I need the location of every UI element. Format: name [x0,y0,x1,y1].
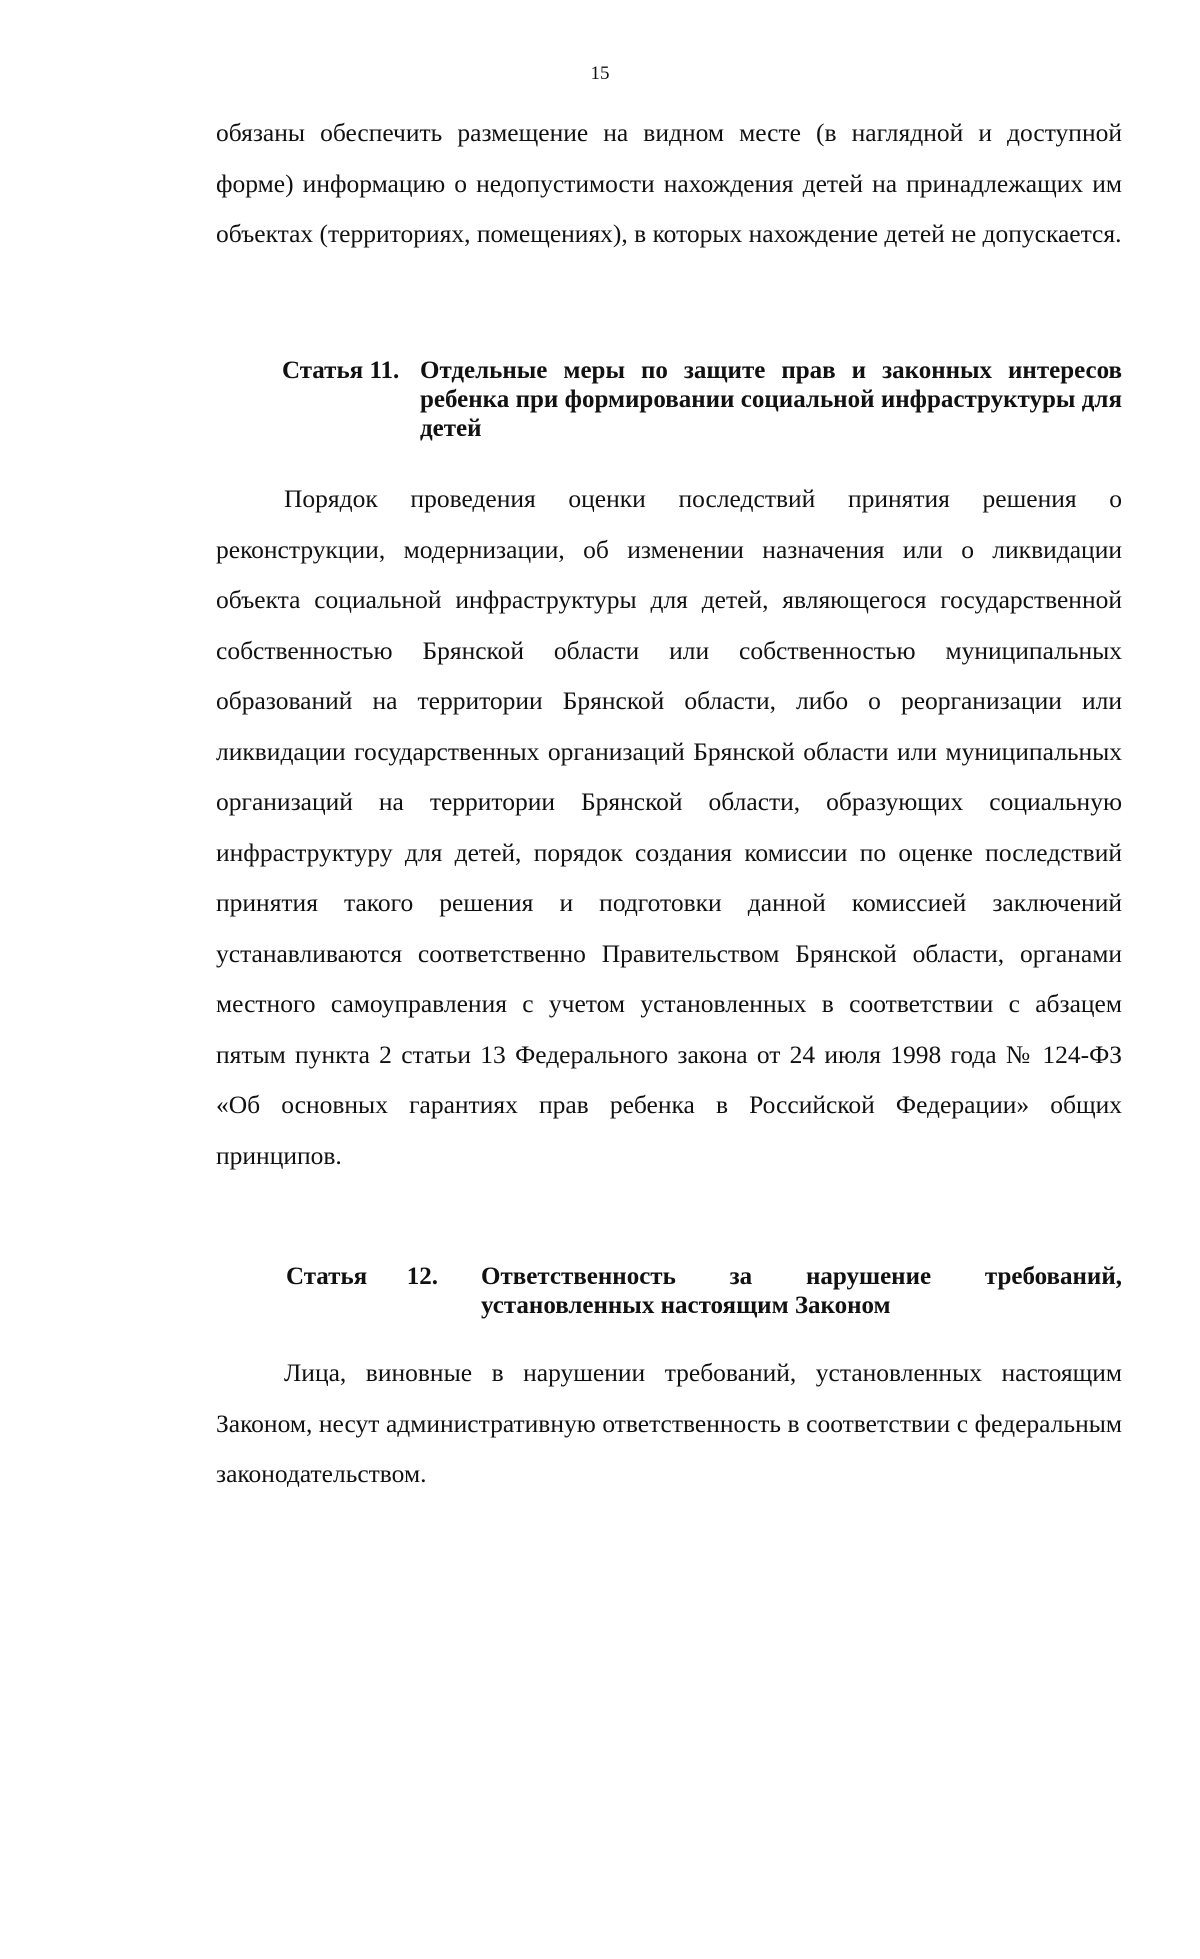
continuation-paragraph: обязаны обеспечить размещение на видном месте (в наглядной и доступной форме) информацию о недопустимости нахождения детей на принадлежащих им объектах (территориях, помещениях), в которых нахождение детей не допускается. [216,118,1122,248]
page-number: 15 [590,63,610,84]
article-12-title: Ответственность за нарушение требований, установленных настоящим Законом [481,1263,1122,1319]
article-11-paragraph: Порядок проведения оценки последствий принятия решения о реконструкции, модернизации, об изменении назначения или о ликвидации объекта социальной инфраструктуры для детей, являющегося государственной собственностью Брянской области или собственностью муниципальных образований на территории Брянской области, либо о реорганизации или ликвидации государственных организаций Брянской области или муниципальных организаций на территории Брянской области, образующих социальную инфраструктуру для детей, порядок создания комиссии по оценке последствий принятия такого решения и подготовки данной комиссией заключений устанавливаются соответственно Правительством Брянской области, органами местного самоуправления с учетом установленных в соответствии с абзацем пятым пункта 2 статьи 13 Федерального закона от 24 июля 1998 года № 124-ФЗ «Об основных гарантиях прав ребенка в Российской Федерации» общих принципов. [216,484,1122,1170]
article-12-label: Статья 12. [286,1263,438,1290]
article-11-label: Статья 11. [282,357,400,384]
article-11-title: Отдельные меры по защите прав и законных интересов ребенка при формировании социальной инфраструктуры для детей [420,357,1122,442]
article-12-paragraph: Лица, виновные в нарушении требований, установленных настоящим Законом, несут административную ответственность в соответствии с федеральным законодательством. [216,1358,1122,1488]
